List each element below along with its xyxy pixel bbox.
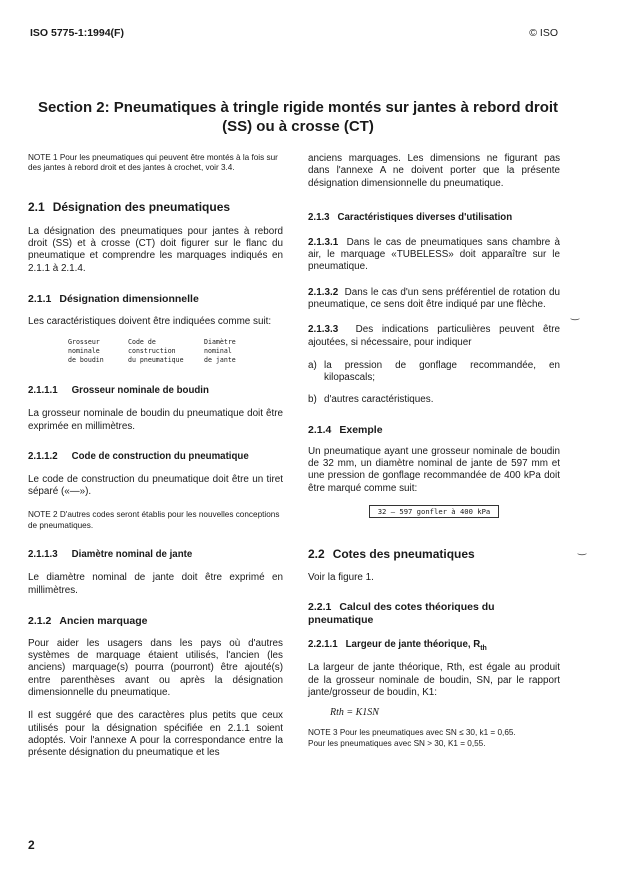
section-title-line2: (SS) ou à crosse (CT)	[222, 118, 374, 135]
heading-2-1-1: 2.1.1 Désignation dimensionnelle	[28, 293, 199, 305]
designation-col-diameter: Diamètre nominal de jante	[204, 338, 236, 365]
paragraph-2-1: La désignation des pneumatiques pour jantes à rebord droit (SS) et à crosse (CT) doit figurer sur le flanc du pneumatique et comprendre les marquages indiqués en 2.1.1 à 2.1.4.	[28, 225, 283, 274]
note-3-line1: NOTE 3 Pour les pneumatiques avec SN ≤ 30, k1 = 0,65.	[308, 728, 516, 738]
left-column	[28, 153, 283, 760]
heading-2-1-1-3: 2.1.1.3 Diamètre nominal de jante	[28, 549, 193, 561]
right-column	[308, 153, 560, 749]
paragraph-2-1-1-2: Le code de construction du pneumatique doit être un tiret séparé («—»).	[28, 473, 283, 498]
paragraph-2-1-1-3: Le diamètre nominal de jante doit être exprimé en millimètres.	[28, 572, 283, 596]
paragraph-2-2-1-1: La largeur de jante théorique, Rth, est égale au produit de la grosseur nominale de boudin, SN, par le rapport jante/grosseur de boudin, K1:	[308, 662, 560, 698]
example-marking-box: 32 – 597 gonfler à 400 kPa	[369, 505, 500, 518]
paragraph-2-1-4: Un pneumatique ayant une grosseur nominale de boudin de 32 mm, un diamètre nominal de jante de 597 mm et une pression de gonflage recommandée de 400 kPa doit être marqué comme suit:	[308, 445, 560, 494]
designation-col-construction: Code de construction du pneumatique	[128, 338, 184, 365]
formula-rth: Rth = K1SN	[330, 707, 379, 719]
document-standard-id: ISO 5775-1:1994(F)	[30, 27, 124, 39]
heading-2-1-1-2: 2.1.1.2 Code de construction du pneumatique	[28, 450, 249, 462]
designation-diagram	[68, 338, 283, 365]
margin-mark: ‿	[571, 310, 580, 321]
note-2: NOTE 2 D'autres codes seront établis pour les nouvelles conceptions de pneumatiques.	[28, 510, 280, 530]
heading-2-1-4: 2.1.4 Exemple	[308, 423, 383, 436]
paragraph-2-1-3-3: 2.1.3.3 Des indications particulières peuvent être ajoutées, si nécessaire, pour indiquer	[308, 324, 560, 348]
note-3-line2: Pour les pneumatiques avec SN > 30, K1 = 0,55.	[308, 738, 486, 748]
paragraph-2-1-3-1: 2.1.3.1 Dans le cas de pneumatiques sans chambre à air, le marquage «TUBELESS» doit apparaître sur le pneumatique.	[308, 236, 560, 273]
heading-2-1-3: 2.1.3 Caractéristiques diverses d'utilisation	[308, 211, 513, 223]
paragraph-2-1-1: Les caractéristiques doivent être indiquées comme suit:	[28, 316, 272, 327]
heading-2-2: 2.2 Cotes des pneumatiques	[308, 547, 475, 562]
note-1: NOTE 1 Pour les pneumatiques qui peuvent être montés à la fois sur des jantes à rebord droit et des jantes à crochet, voir 3.4.	[28, 153, 278, 173]
paragraph-2-1-1-1: La grosseur nominale de boudin du pneumatique doit être exprimée en millimètres.	[28, 408, 283, 432]
paragraph-continued: anciens marquages. Les dimensions ne figurant pas dans l'annexe A ne doivent porter que la présente désignation dimensionnelle du pneumatique.	[308, 153, 560, 189]
heading-2-2-1-1: 2.2.1.1 Largeur de jante théorique, $R_{th}$	[308, 639, 487, 653]
paragraph-2-1-2-b: Il est suggéré que des caractères plus petits que ceux utilisés pour la désignation spécifiée en 2.1.1 soient adoptés. Voir l'annexe A pour la correspondance entre la présente désignation du pneumatique et les	[28, 710, 283, 759]
designation-col-width: Grosseur nominale de boudin	[68, 338, 104, 365]
list-item: b) d'autres caractéristiques.	[308, 393, 434, 405]
paragraph-2-2: Voir la figure 1.	[308, 572, 374, 584]
copyright-label: © ISO	[529, 27, 558, 39]
section-title	[28, 98, 568, 136]
page-number: 2	[28, 838, 35, 852]
section-title-line1: Section 2: Pneumatiques à tringle rigide montés sur jantes à rebord droit	[37, 99, 559, 116]
paragraph-2-1-2-a: Pour aider les usagers dans les pays où d'autres systèmes de marquage étaient utilisés, l'ancien (les anciens) marquage(s) pourra (pourront) être ajouté(s) entre parenthèses avant ou après la désignation dimensionnelle du pneumatique.	[28, 637, 283, 699]
margin-mark: ‿	[578, 545, 587, 556]
heading-2-1: 2.1 Désignation des pneumatiques	[28, 199, 231, 214]
heading-2-2-1: 2.2.1 Calcul des cotes théoriques du pneumatique	[308, 601, 495, 627]
heading-2-1-1-1: 2.1.1.1 Grosseur nominale de boudin	[28, 385, 209, 397]
paragraph-2-1-3-2: 2.1.3.2 Dans le cas d'un sens préférentiel de rotation du pneumatique, ce sens doit être indiqué par une flèche.	[308, 286, 560, 311]
heading-2-1-2: 2.1.2 Ancien marquage	[28, 614, 148, 627]
list-item: a) la pression de gonflage recommandée, en kilopascals;	[308, 359, 560, 384]
